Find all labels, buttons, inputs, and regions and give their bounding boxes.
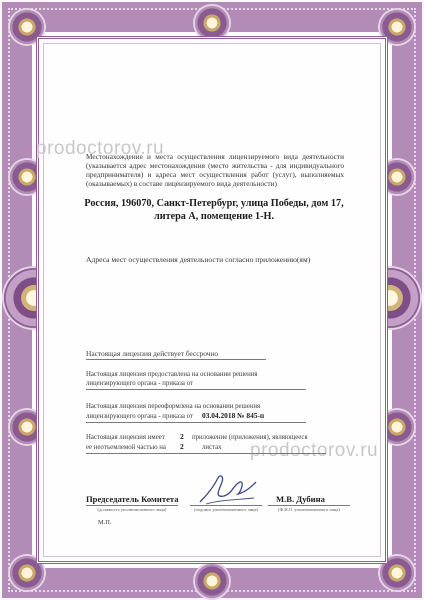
stamp-placeholder: М.П.: [98, 519, 112, 526]
position-underline: [86, 505, 178, 506]
reissue-date-number: 03.04.2018 № 845-п: [202, 411, 265, 420]
attachments-part-4: листах: [202, 444, 222, 451]
reissue-line-1: Настоящая лицензия переоформлена на основании решения: [86, 403, 261, 410]
address-line-2: литера А, помещение 1-Н.: [154, 211, 274, 222]
watermark-bottom: prodoctorov.ru: [250, 440, 379, 461]
signatory-position: Председатель Комитета: [86, 494, 179, 504]
reissue-line-2: лицензирующего органа - приказа от: [86, 413, 193, 420]
basis-underline: [86, 389, 306, 390]
attachments-part-2: приложение (приложения), являющееся: [192, 434, 308, 441]
validity-text: Настоящая лицензия действует бессрочно: [86, 349, 219, 358]
attachments-part-1: Настоящая лицензия имеет: [86, 434, 165, 441]
name-caption: (Ф.И.О. уполномоченного лица): [278, 507, 340, 512]
location-caption: Местонахождение и места осуществления лицензируемого вида деятельности (указывается адрес местонахождения (место жительства - для индивидуального предпринимателя) и адреса мест осуществления работ (услуг), выполняемых (оказываемых) в составе лицензируемого вида деятельности): [86, 152, 344, 188]
signature-underline: [190, 505, 262, 506]
signatory-name: М.В. Дубина: [276, 494, 325, 504]
top-center-ornament: [195, 6, 229, 40]
basis-line-1: Настоящая лицензия предоставлена на основании решения: [86, 371, 258, 378]
signature-caption: (подпись уполномоченного лица): [194, 507, 258, 512]
attachments-count-1: 2: [180, 432, 184, 441]
attachments-underline: [86, 453, 326, 454]
attachments-part-3: ее неотъемлемой частью на: [86, 444, 166, 451]
bottom-center-ornament: [195, 564, 229, 598]
address-line-1: Россия, 196070, Санкт-Петербург, улица Победы, дом 17,: [84, 198, 344, 209]
basis-line-2: лицензирующего органа - приказа от: [86, 380, 193, 387]
position-caption: (должность уполномоченного лица): [97, 507, 167, 512]
attachments-count-2: 2: [180, 442, 184, 451]
validity-underline: [86, 359, 266, 360]
addresses-text: Адреса мест осуществления деятельности согласно приложению(ям): [86, 255, 311, 264]
reissue-underline: [86, 422, 306, 423]
signature-image: [194, 472, 260, 508]
name-underline: [268, 505, 350, 506]
watermark-top: prodoctorov.ru: [36, 138, 165, 159]
